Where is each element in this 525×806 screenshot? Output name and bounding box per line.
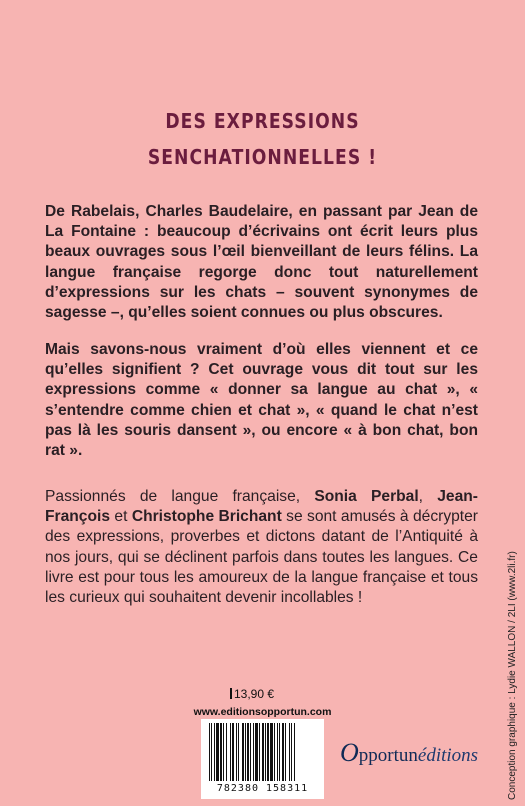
publisher-logo xyxy=(340,738,478,768)
barcode-bar xyxy=(236,723,237,781)
barcode-bar xyxy=(267,723,269,781)
author-3: Christophe Brichant xyxy=(131,508,282,526)
author-1: Sonia Perbal xyxy=(314,488,419,505)
barcode-bar xyxy=(220,723,222,781)
p3-sep-1: , xyxy=(418,488,438,505)
barcode-bar xyxy=(282,723,284,781)
paragraph-1: De Rabelais, Charles Baudelaire, en passant par Jean de La Fontaine : beaucoup d’écrivains ont écrit leurs plus beaux ouvrages sous l’œil bienveillant de leurs félins. La langue française regorge donc tout naturellement d’expressions sur les chats – souvent synonymes de sagesse –, qu’elles soient connues ou plus obscures. xyxy=(45,203,478,322)
logo-part-1: pportun xyxy=(358,745,418,766)
barcode-bar xyxy=(255,723,258,781)
paragraph-2: Mais savons-nous vraiment d’où elles viennent et ce qu’elles signifient ? Cet ouvrage vous dit tout sur les expressions comme « donner sa langue au chat », « s’entendre comme chien et chat », « quand le chat n’est pas là les souris dansent », ou encore « à bon chat, bon rat ». xyxy=(45,341,478,460)
isbn-number: 782380 158311 xyxy=(216,783,309,794)
book-title xyxy=(37,103,489,175)
barcode-bar xyxy=(230,723,231,781)
barcode xyxy=(201,719,324,799)
barcode-bar xyxy=(214,723,215,781)
publisher-website: www.editionsopportun.com xyxy=(193,706,332,718)
paragraph-3 xyxy=(45,487,478,608)
design-credit: Conception graphique : Lydie WALLON / 2LI (www.2li.fr) xyxy=(507,551,518,800)
barcode-bar xyxy=(211,723,212,781)
barcode-bar xyxy=(209,723,210,781)
barcode-bar xyxy=(285,723,286,781)
barcode-bars xyxy=(207,723,318,781)
price-value: 13,90 € xyxy=(234,687,275,701)
barcode-bar xyxy=(291,723,292,781)
barcode-bar xyxy=(226,723,227,781)
barcode-bar xyxy=(262,723,264,781)
barcode-bar xyxy=(250,723,251,781)
barcode-bar xyxy=(265,723,266,781)
barcode-bar xyxy=(247,723,249,781)
logo-o: O xyxy=(340,738,359,767)
p3-intro: Passionnés de langue française, xyxy=(45,488,315,505)
barcode-bar xyxy=(277,723,278,781)
title-line-2: SENCHATIONNELLES ! xyxy=(147,145,378,169)
barcode-bar xyxy=(242,723,244,781)
barcode-bar xyxy=(253,723,254,781)
barcode-bar xyxy=(223,723,224,781)
barcode-bar xyxy=(238,723,239,781)
barcode-bar xyxy=(216,723,219,781)
price-tag xyxy=(230,687,274,701)
barcode-bar xyxy=(289,723,290,781)
price-mark-icon xyxy=(230,688,232,699)
author-2: Jean-François xyxy=(45,488,478,526)
barcode-bar xyxy=(259,723,260,781)
p3-sep-2: et xyxy=(110,508,132,526)
logo-part-2: éditions xyxy=(417,745,479,766)
barcode-bar xyxy=(279,723,280,781)
barcode-bar xyxy=(245,723,246,781)
barcode-bar xyxy=(274,723,275,781)
barcode-bar xyxy=(294,723,295,781)
barcode-bar xyxy=(232,723,234,781)
barcode-bar xyxy=(270,723,273,781)
p3-rest: se sont amusés à décrypter des expressions, proverbes et dictons datant de l’Antiquité à nos jours, qui se déclinent parfois dans toutes les langues. Ce livre est pour tous les amoureux de la langue française et tous les curieux qui souhaitent devenir incollables ! xyxy=(45,508,478,607)
title-line-1: DES EXPRESSIONS xyxy=(165,109,360,133)
